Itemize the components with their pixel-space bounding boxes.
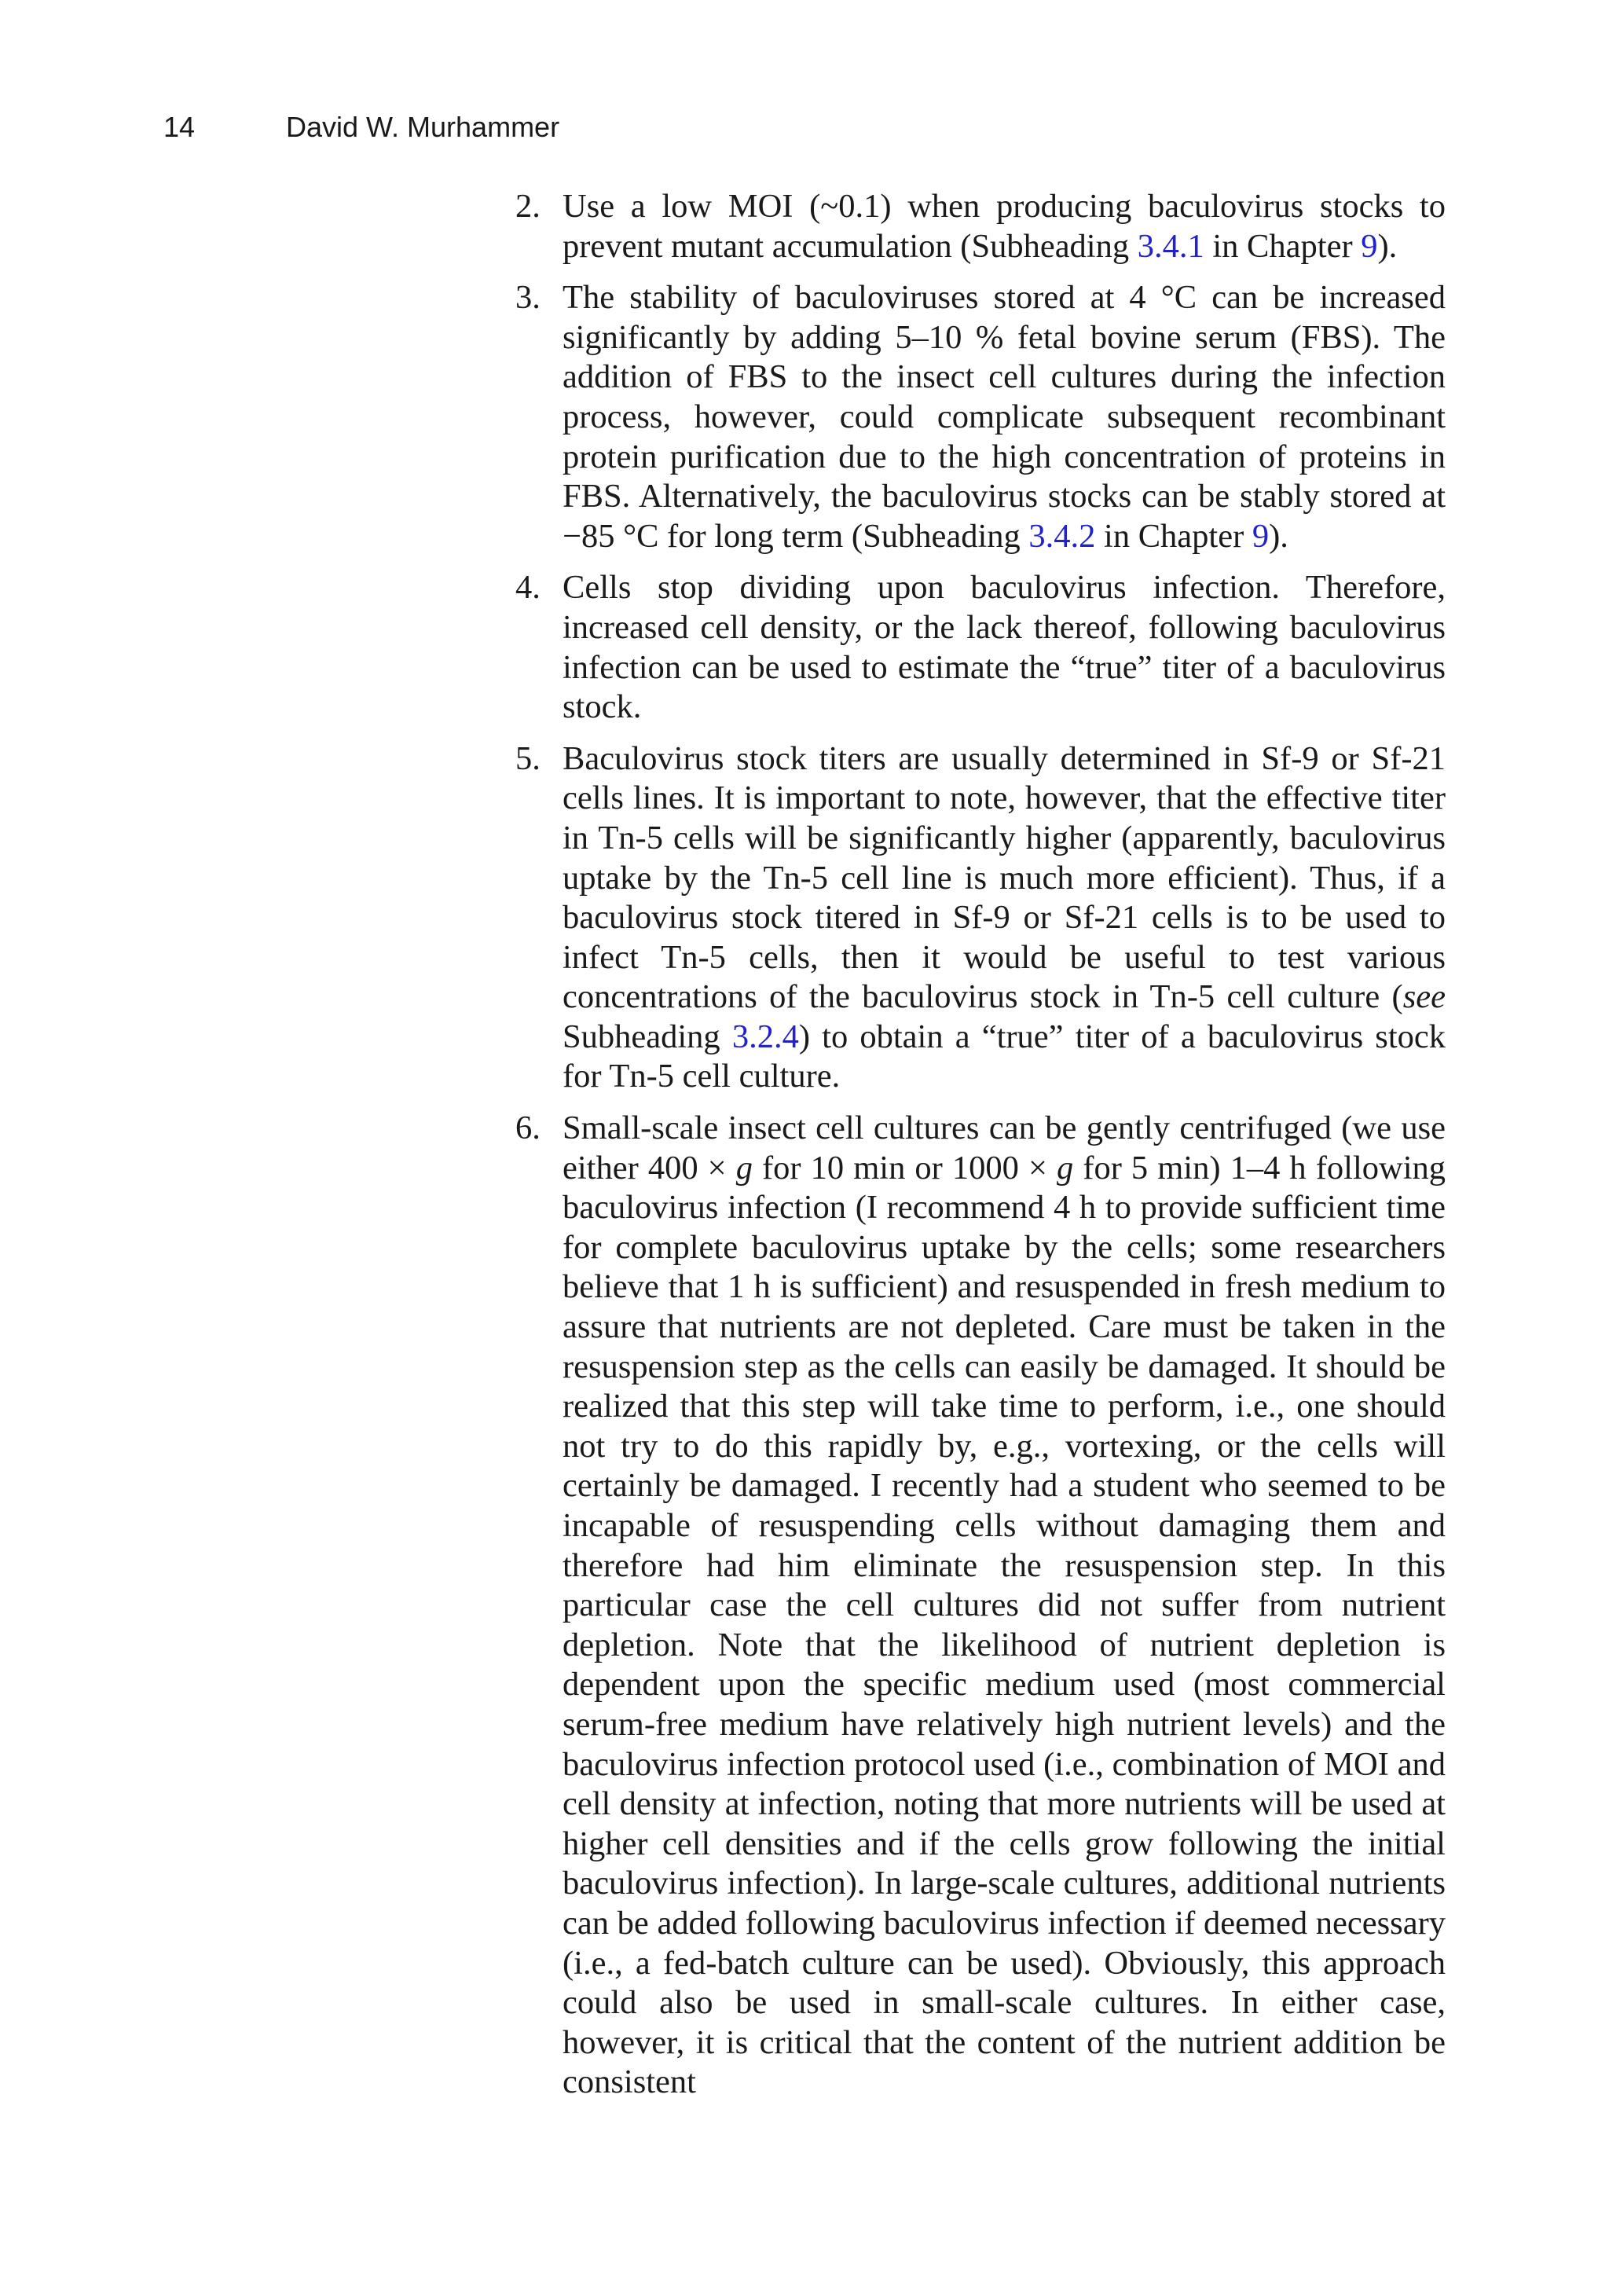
notes-list — [515, 187, 1446, 2103]
body-text: in Chapter — [1095, 517, 1252, 555]
italic-text: see — [1402, 978, 1446, 1016]
running-head-author: David W. Murhammer — [286, 111, 560, 143]
cross-reference-link[interactable]: 3.4.2 — [1028, 517, 1096, 555]
note-number: 3. — [515, 279, 541, 317]
body-text: Use a low MOI (~0.1) when producing baculovirus stocks to prevent mutant accumulation (Subheading — [563, 188, 1446, 265]
body-text: ) to obtain a “true” titer of a baculovirus stock for Tn-5 cell culture. — [563, 1018, 1446, 1095]
body-text: ). — [1269, 517, 1288, 555]
cross-reference-link[interactable]: 9 — [1252, 517, 1270, 555]
body-text: ). — [1377, 227, 1398, 265]
note-item — [515, 1109, 1446, 2103]
cross-reference-link[interactable]: 9 — [1361, 227, 1378, 265]
italic-text: g — [735, 1149, 753, 1187]
body-text: for 10 min or 1000 × — [752, 1149, 1057, 1187]
note-item — [515, 278, 1446, 556]
page-number: 14 — [163, 111, 196, 143]
body-text: Baculovirus stock titers are usually determined in Sf-9 or Sf-21 cells lines. It is important to note, however, that the effective titer in Tn-5 cells will be significantly higher (apparently, baculovirus uptake by the Tn-5 cell line is much more efficient). Thus, if a baculovirus stock titered in Sf-9 or Sf-21 cells is to be used to infect Tn-5 cells, then it would be useful to test various concentrations of the baculovirus stock in Tn-5 cell culture ( — [563, 739, 1446, 1016]
body-text: for 5 min) 1–4 h following baculovirus infection (I recommend 4 h to provide sufficient time for complete baculovirus uptake by the cells; some researchers believe that 1 h is sufficient) and resuspended in fresh medium to assure that nutrients are not depleted. Care must be taken in the resuspension step as the cells can easily be damaged. It should be realized that this step will take time to perform, i.e., one should not try to do this rapidly by, e.g., vortexing, or the cells will certainly be damaged. I recently had a student who seemed to be incapable of resuspending cells without damaging them and therefore had him eliminate the resuspension step. In this particular case the cell cultures did not suffer from nutrient depletion. Note that the likelihood of nutrient depletion is dependent upon the specific medium used (most commercial serum-free medium have relatively high nutrient levels) and the baculovirus infection protocol used (i.e., combination of MOI and cell density at infection, noting that more nutrients will be used at higher cell densities and if the cells grow following the initial baculovirus infection). In large-scale cultures, additional nutrients can be added following baculovirus infection if deemed necessary (i.e., a fed-batch culture can be used). Obviously, this approach could also be used in small-scale cultures. In either case, however, it is critical that the content of the nutrient addition be consistent — [563, 1149, 1446, 2101]
note-item — [515, 739, 1446, 1097]
cross-reference-link[interactable]: 3.2.4 — [731, 1018, 799, 1055]
note-number: 4. — [515, 569, 541, 607]
notes-body — [515, 187, 1446, 2114]
note-item — [515, 568, 1446, 727]
note-item — [515, 187, 1446, 266]
note-number: 5. — [515, 739, 541, 777]
body-text: The stability of baculoviruses stored at 4 °C can be increased significantly by adding 5–10 % fetal bovine serum (FBS). The addition of FBS to the insect cell cultures during the infection process, however, could complicate subsequent recombinant protein purification due to the high concentration of proteins in FBS. Alternatively, the baculovirus stocks can be stably stored at −85 °C for long term (Subheading — [563, 279, 1446, 555]
body-text: in Chapter — [1204, 227, 1362, 265]
body-text: Small-scale insect cell cultures can be gently centrifuged (we use either 400 × — [563, 1109, 1446, 1187]
running-head — [163, 110, 559, 145]
note-number: 2. — [515, 188, 541, 225]
note-number: 6. — [515, 1109, 541, 1147]
italic-text: g — [1056, 1149, 1074, 1187]
body-text: Cells stop dividing upon baculovirus infection. Therefore, increased cell density, or the lack thereof, following baculovirus infection can be used to estimate the “true” titer of a baculovirus stock. — [563, 569, 1446, 726]
cross-reference-link[interactable]: 3.4.1 — [1137, 227, 1204, 265]
body-text: Subheading — [563, 1018, 732, 1055]
